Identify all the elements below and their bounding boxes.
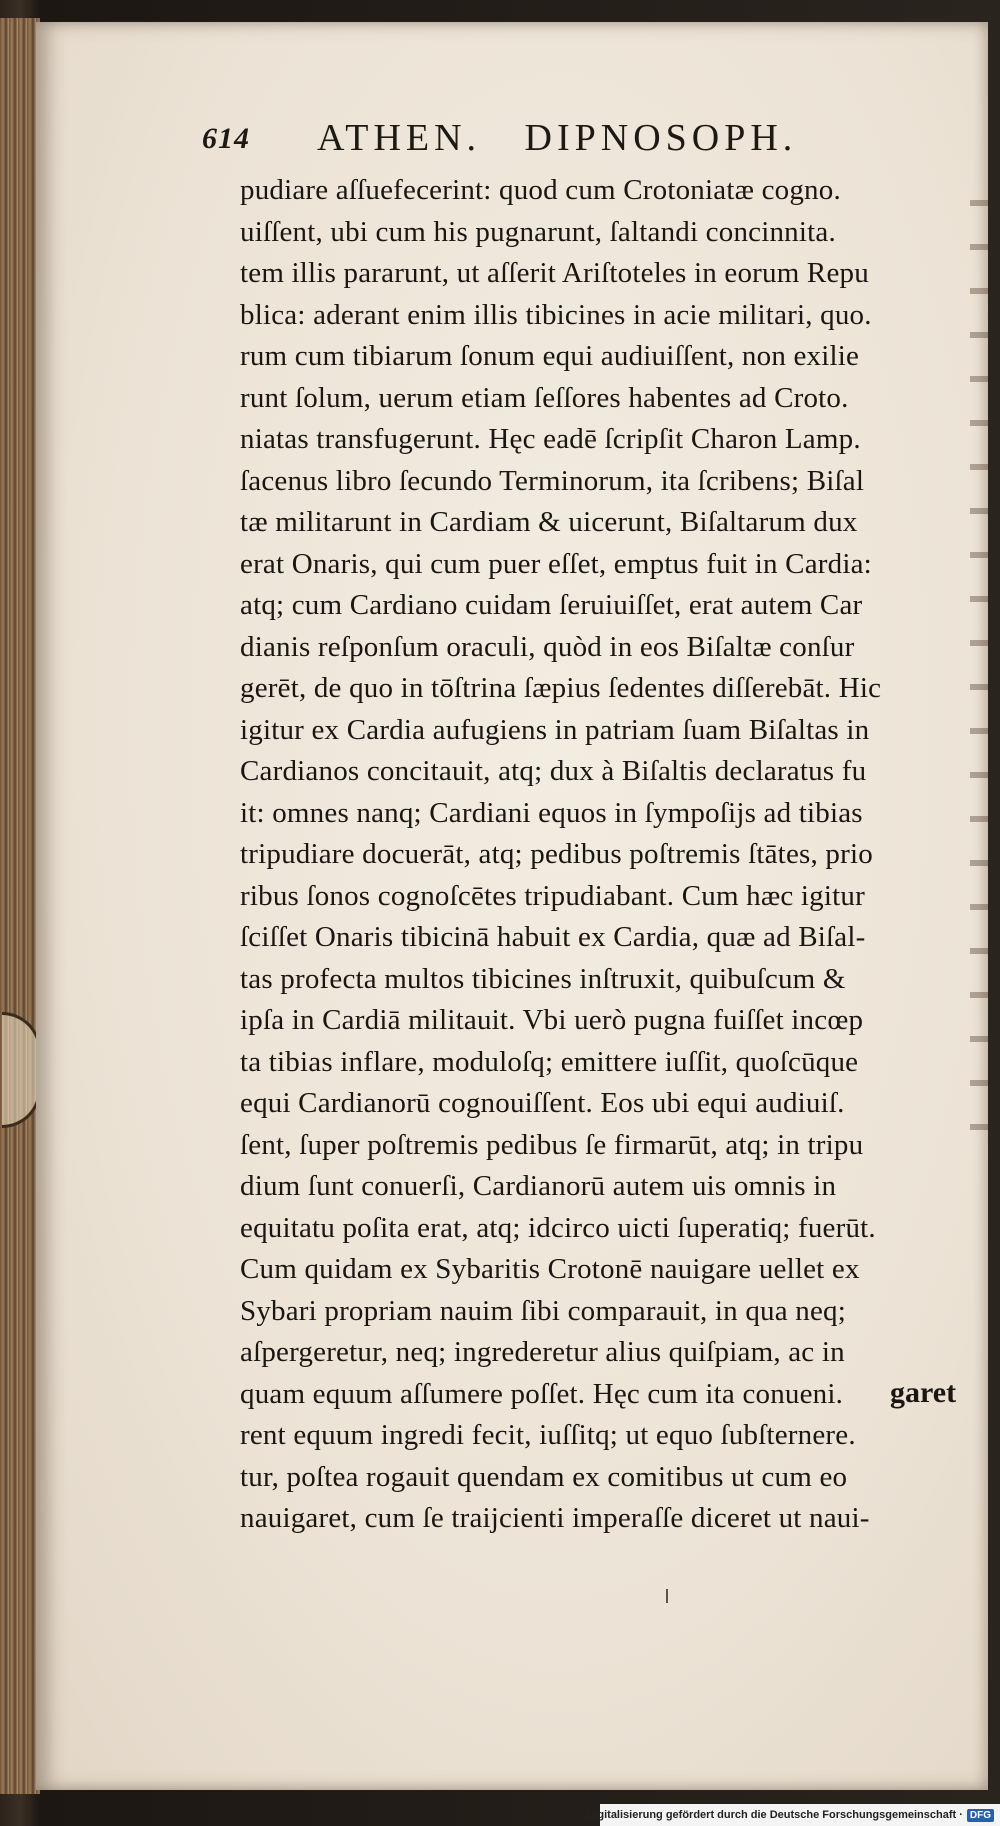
text-line: it: omnes nanq; Cardiani equos in ſympoſijs ad tibias <box>240 796 863 829</box>
text-line: uiſſent, ubi cum his pugnarunt, ſaltandi concinnita. <box>240 215 836 248</box>
text-line: rum cum tibiarum ſonum equi audiuiſſent, non exilie <box>240 340 860 372</box>
text-line: Sybari propriam nauim ſibi comparauit, in qua neq; <box>240 1294 846 1327</box>
text-line: quam equum aſſumere poſſet. Hęc cum ita conueni. <box>240 1377 844 1410</box>
text-line: ſent, ſuper poſtremis pedibus ſe firmarūt, atq; in tripu <box>240 1128 864 1161</box>
text-line: ribus ſonos cognoſcētes tripudiabant. Cum hæc igitur <box>240 879 865 912</box>
text-line: gerēt, de quo in tōſtrina ſæpius ſedentes diſſerebāt. Hic <box>240 672 882 704</box>
book-binding-edge <box>0 18 40 1794</box>
text-line: Cardianos concitauit, atq; dux à Biſaltis declaratus fu <box>240 755 867 787</box>
running-title: ATHEN. DIPNOSOPH. <box>317 117 798 159</box>
text-line: tem illis pararunt, ut aſſerit Ariſtoteles in eorum Repu <box>240 257 869 289</box>
digitization-footer <box>586 1804 1000 1826</box>
text-line: tæ militarunt in Cardiam & uicerunt, Biſaltarum dux <box>240 506 858 538</box>
stray-ink-mark <box>666 1589 668 1603</box>
text-line: tas profecta multos tibicines inſtruxit, quibuſcum & <box>240 962 846 995</box>
text-line: tur, poſtea rogauit quendam ex comitibus ut cum eo <box>240 1460 848 1493</box>
text-line: blica: aderant enim illis tibicines in acie militari, quo. <box>240 298 872 331</box>
text-line: equitatu poſita erat, atq; idcirco uicti ſuperatiq; fuerūt. <box>240 1211 876 1244</box>
text-line: equi Cardianorū cognouiſſent. Eos ubi equi audiuiſ. <box>240 1087 845 1119</box>
text-line: Cum quidam ex Sybaritis Crotonē nauigare uellet ex <box>240 1253 860 1285</box>
folio-number: 614 <box>202 122 250 155</box>
text-line: ſacenus libro ſecundo Terminorum, ita ſcribens; Biſal <box>240 464 865 497</box>
body-text <box>240 170 940 1540</box>
text-line: erat Onaris, qui cum puer eſſet, emptus fuit in Cardia: <box>240 547 872 580</box>
page-right-edge-shadow <box>970 162 988 1142</box>
text-line: ſciſſet Onaris tibicinā habuit ex Cardia, quæ ad Biſal- <box>240 921 866 953</box>
text-line: pudiare aſſuefecerint: quod cum Crotoniatæ cogno. <box>240 174 841 206</box>
text-line: aſpergeretur, neq; ingrederetur alius quiſpiam, ac in <box>240 1336 845 1368</box>
catchword: garet <box>890 1376 957 1409</box>
text-line: igitur ex Cardia aufugiens in patriam ſuam Biſaltas in <box>240 713 870 746</box>
text-line: dianis reſponſum oraculi, quòd in eos Biſaltæ conſur <box>240 630 855 663</box>
text-line: dium ſunt conuerſi, Cardianorū autem uis omnis in <box>240 1170 837 1202</box>
text-line: ta tibias inflare, moduloſq; emittere iuſſit, quoſcūque <box>240 1045 859 1078</box>
text-line: nauigaret, cum ſe traijcienti imperaſſe diceret ut naui- <box>240 1502 870 1534</box>
dfg-logo: DFG <box>967 1809 994 1822</box>
page-header <box>202 112 852 164</box>
funding-credit: Digitalisierung gefördert durch die Deutsche Forschungsgemeinschaft · <box>586 1809 963 1821</box>
text-line: atq; cum Cardiano cuidam ſeruiuiſſet, erat autem Car <box>240 589 863 621</box>
text-line: ipſa in Cardiā militauit. Vbi uerò pugna fuiſſet incœp <box>240 1004 864 1036</box>
text-line: niatas transfugerunt. Hęc eadē ſcripſit Charon Lamp. <box>240 423 861 455</box>
text-line: runt ſolum, uerum etiam ſeſſores habentes ad Croto. <box>240 381 849 414</box>
text-line: tripudiare docuerāt, atq; pedibus poſtremis ſtātes, prio <box>240 838 873 870</box>
text-line: rent equum ingredi fecit, iuſſitq; ut equo ſubſternere. <box>240 1419 856 1451</box>
